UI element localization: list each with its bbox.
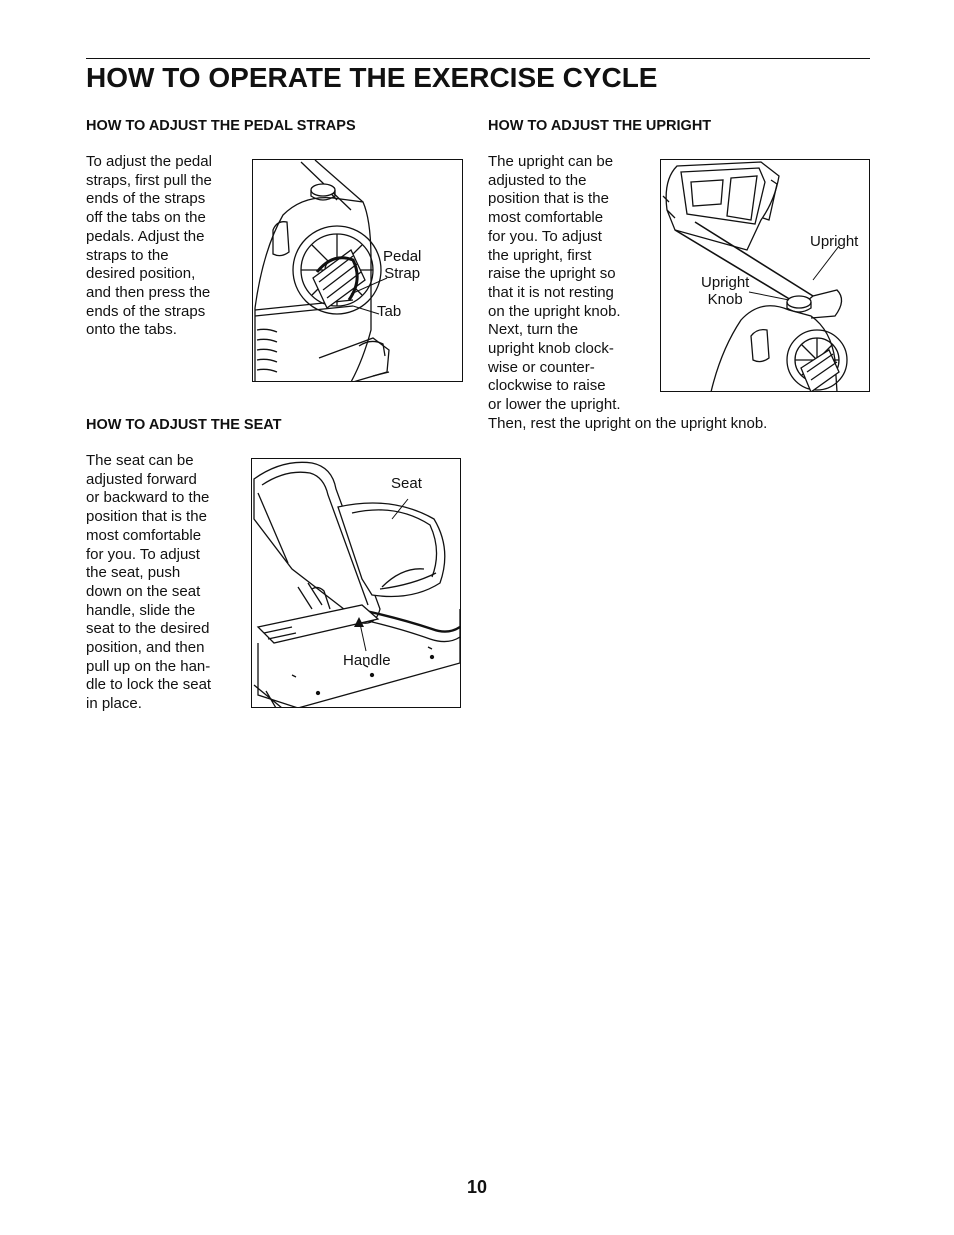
seat-illustration <box>252 459 461 708</box>
seat-heading: HOW TO ADJUST THE SEAT <box>86 417 282 433</box>
page-title: HOW TO OPERATE THE EXERCISE CYCLE <box>86 62 658 93</box>
handle-label: Handle <box>343 652 391 669</box>
pedal-strap-figure <box>252 159 463 382</box>
seat-figure <box>251 458 461 708</box>
page-number: 10 <box>466 1177 488 1197</box>
upright-heading: HOW TO ADJUST THE UPRIGHT <box>488 118 712 134</box>
pedal-strap-illustration <box>253 160 463 382</box>
upright-figure <box>660 159 870 392</box>
seat-text: The seat can be adjusted forward or backward to the position that is the most comfortable for you. To adjust the seat, push down on the seat handle, slide the seat to the desired position, and then pull up on the han- dle to lock the seat in place. <box>86 452 212 713</box>
upright-knob-label: Upright Knob <box>701 274 750 308</box>
top-rule <box>86 58 870 59</box>
pedal-straps-text: To adjust the pedal straps, first pull the ends of the straps off the tabs on the pedals. Adjust the straps to the desired position, and then press the ends of the straps onto the tabs. <box>86 153 212 339</box>
upright-illustration <box>661 160 870 392</box>
tab-label: Tab <box>377 303 402 320</box>
upright-label: Upright <box>810 233 859 250</box>
seat-label: Seat <box>391 475 422 492</box>
upright-text: The upright can be adjusted to the position that is the most comfortable for you. To adjust the upright, first raise the upright so that it is not resting on the upright knob. Next, turn the upright knob clock- wise or counter- clockwise to raise or lower the upright. Then, rest the upright on the upright knob. <box>488 153 768 432</box>
pedal-strap-label: Pedal Strap <box>383 248 422 282</box>
pedal-straps-heading: HOW TO ADJUST THE PEDAL STRAPS <box>86 118 356 134</box>
